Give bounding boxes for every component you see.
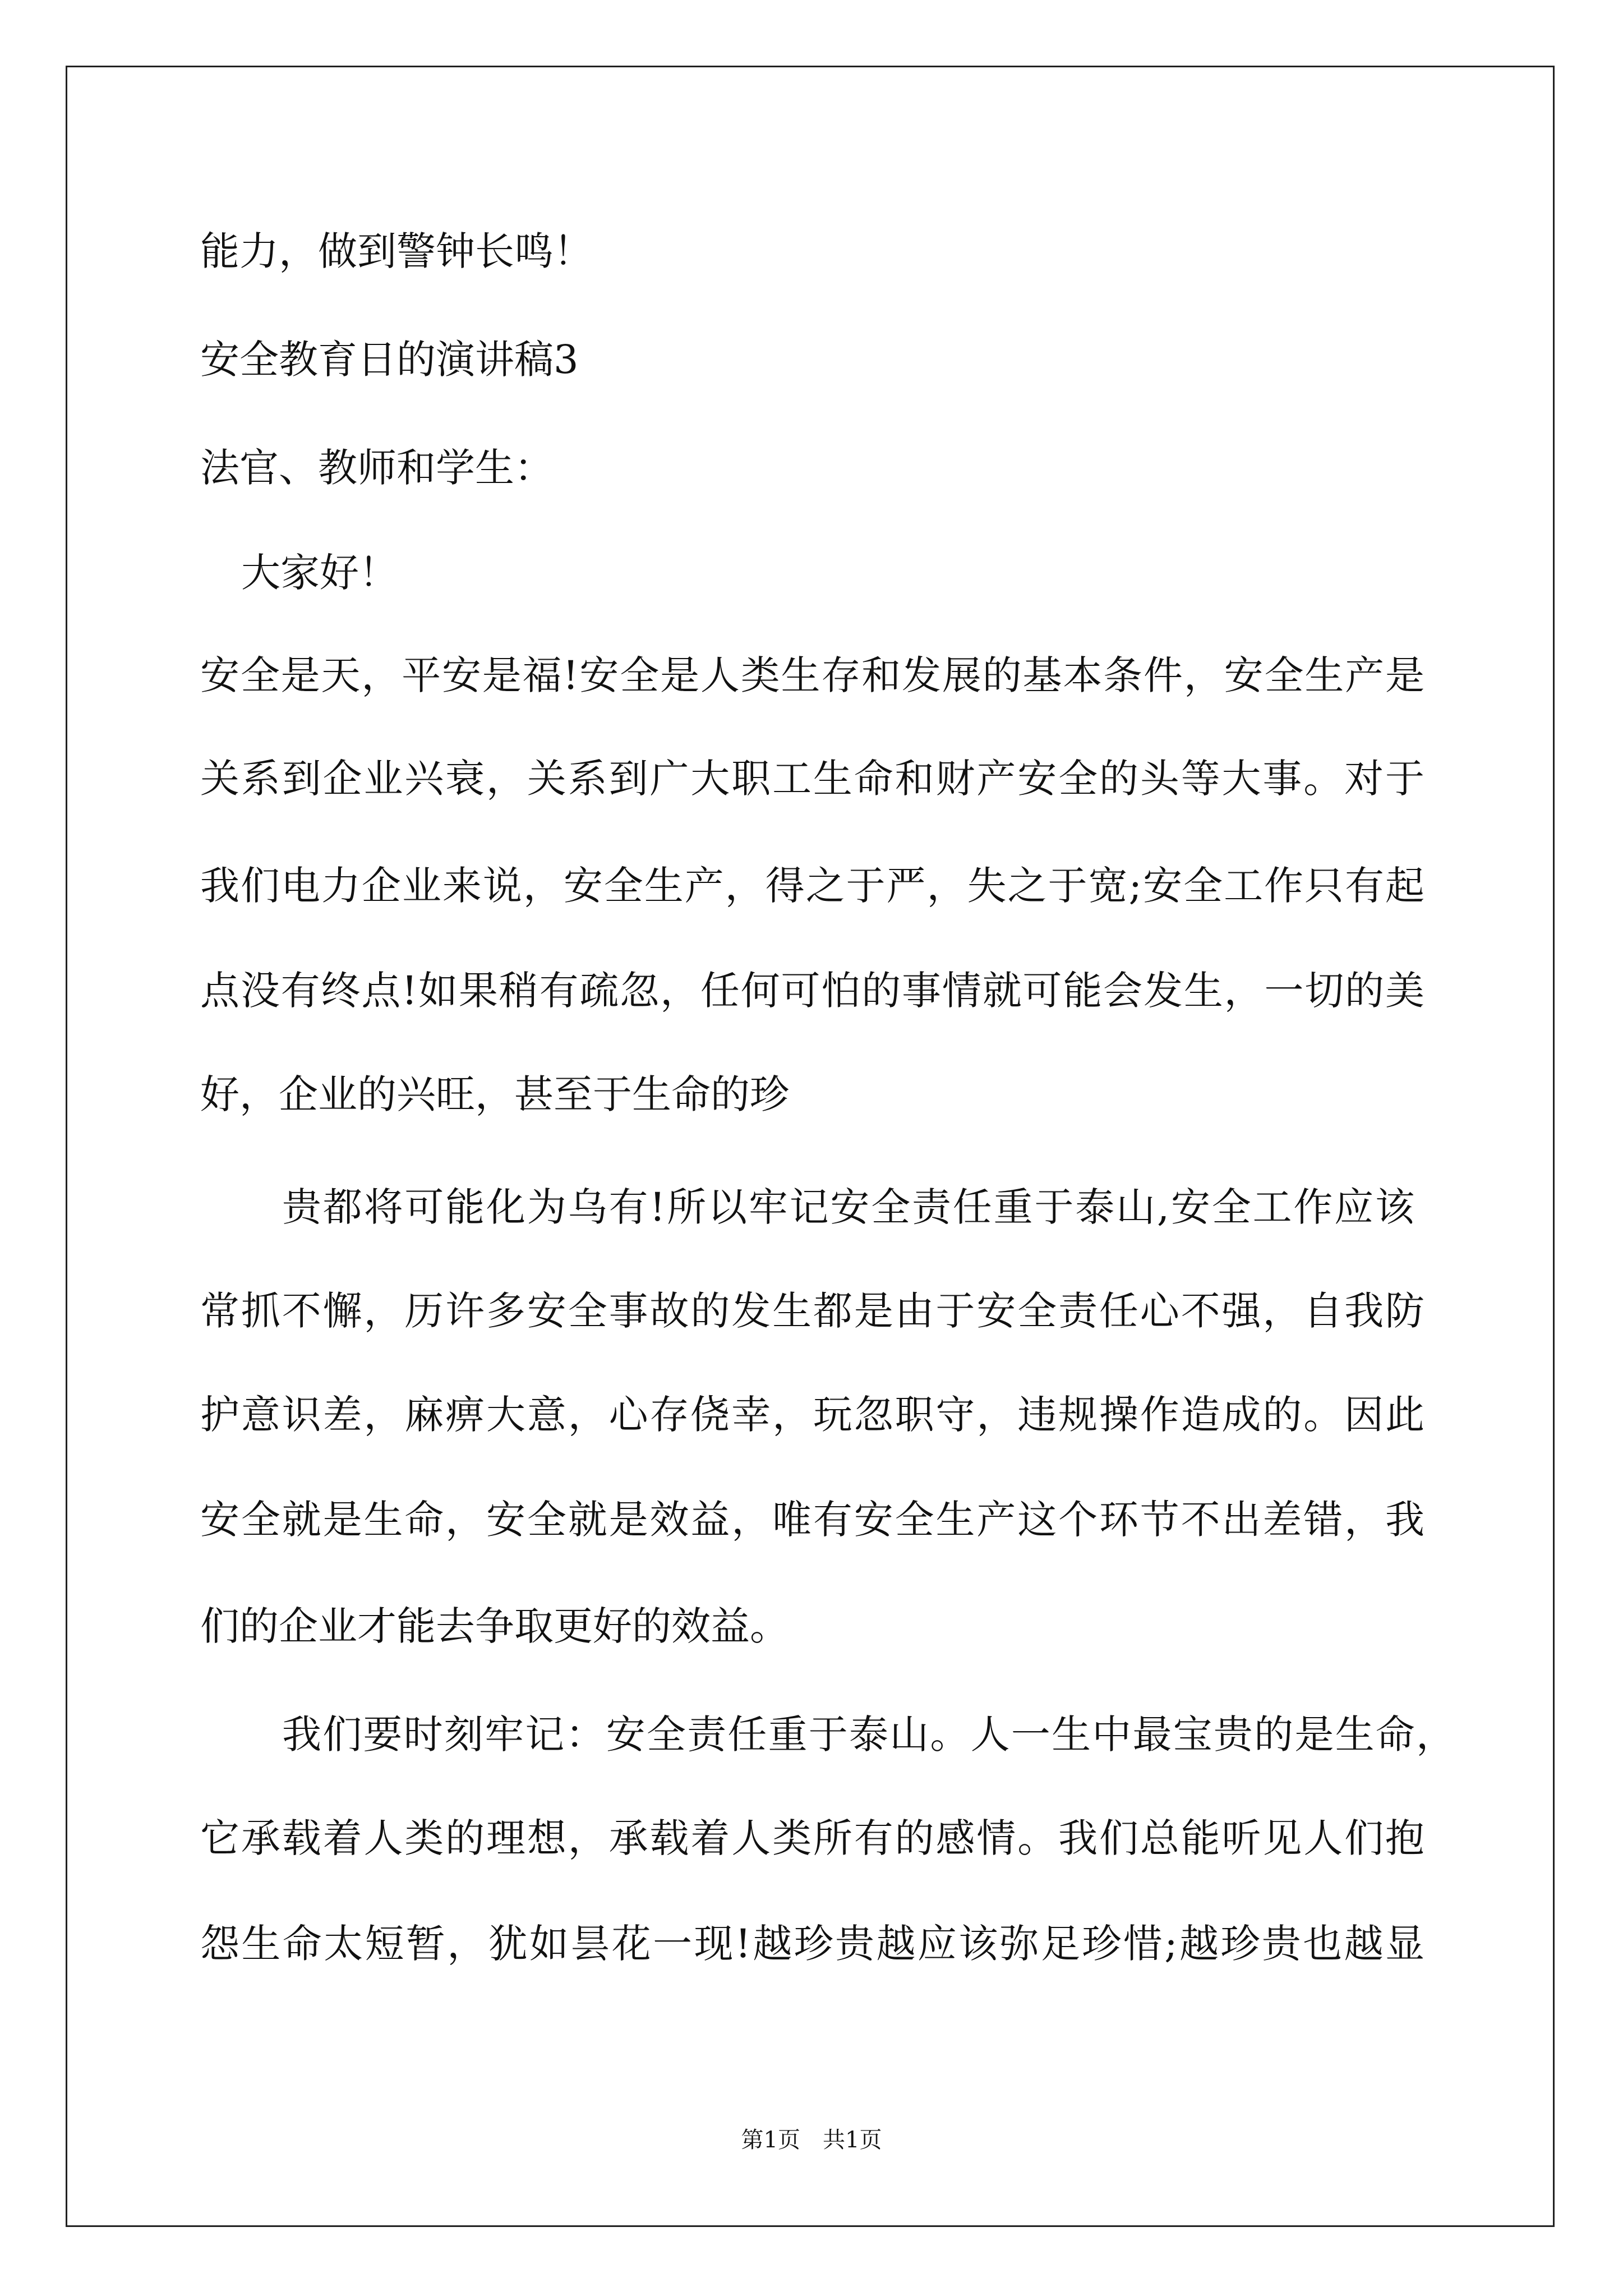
text-line: 怨生命太短暂，犹如昙花一现!越珍贵越应该弥足珍惜;越珍贵也越显 (200, 1921, 1424, 1967)
text-line: 我们电力企业来说，安全生产，得之于严，失之于宽;安全工作只有起 (200, 863, 1424, 909)
page-footer: 第1页 共1页 (741, 2127, 882, 2153)
text-line: 们的企业才能去争取更好的效益。 (200, 1603, 789, 1649)
text-line: 贵都将可能化为乌有!所以牢记安全责任重于泰山,安全工作应该 (282, 1184, 1414, 1230)
text-line: 我们要时刻牢记：安全责任重于泰山。人一生中最宝贵的是生命， (282, 1711, 1455, 1757)
text-line: 护意识差，麻痹大意，心存侥幸，玩忽职守，违规操作造成的。因此 (200, 1392, 1424, 1438)
greeting: 大家好！ (241, 550, 398, 596)
text-line: 关系到企业兴衰，关系到广大职工生命和财产安全的头等大事。对于 (200, 756, 1424, 802)
section-heading: 安全教育日的演讲稿3 (200, 337, 579, 383)
text-line: 能力，做到警钟长鸣！ (200, 228, 593, 274)
text-line: 安全就是生命，安全就是效益，唯有安全生产这个环节不出差错，我 (200, 1497, 1424, 1543)
text-line: 点没有终点!如果稍有疏忽，任何可怕的事情就可能会发生，一切的美 (200, 968, 1424, 1014)
text-line: 好，企业的兴旺，甚至于生命的珍 (200, 1071, 789, 1117)
text-line: 它承载着人类的理想，承载着人类所有的感情。我们总能听见人们抱 (200, 1815, 1424, 1861)
salutation: 法官、教师和学生： (200, 445, 554, 491)
text-line: 安全是天，平安是福!安全是人类生存和发展的基本条件，安全生产是 (200, 652, 1424, 698)
page-border (66, 66, 1555, 2227)
text-line: 常抓不懈，历许多安全事故的发生都是由于安全责任心不强，自我防 (200, 1288, 1424, 1334)
